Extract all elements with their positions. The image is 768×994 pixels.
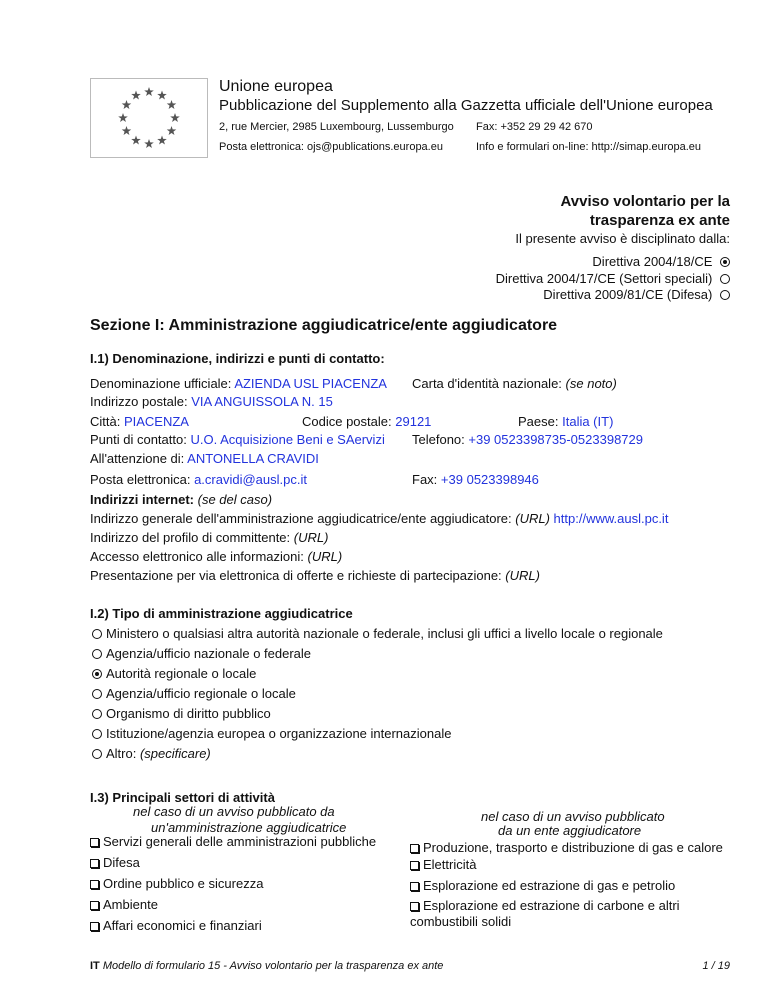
star-icon [131, 90, 141, 99]
attention-value: ANTONELLA CRAVIDI [187, 451, 319, 466]
i3-left-heading-1: nel caso di un avviso pubblicato da [133, 804, 335, 819]
radio-selected-icon[interactable] [720, 257, 730, 267]
notice-subtitle: Il presente avviso è disciplinato dalla: [515, 231, 730, 246]
authority-option-regional-agency[interactable]: Agenzia/ufficio regionale o locale [92, 686, 296, 701]
authority-option-eu-institution[interactable]: Istituzione/agenzia europea o organizzazione internazionale [92, 726, 451, 741]
authority-option-other[interactable]: Altro: (specificare) [92, 746, 211, 761]
i3-left-heading-2: un'amministrazione aggiudicatrice [151, 820, 347, 835]
denomination-row: Denominazione ufficiale: AZIENDA USL PIACENZA [90, 376, 387, 391]
denomination-value: AZIENDA USL PIACENZA [234, 376, 387, 391]
header-fax: Fax: +352 29 29 42 670 [476, 121, 593, 133]
i2-title: I.2) Tipo di amministrazione aggiudicatrice [90, 606, 353, 621]
i3-title: I.3) Principali settori di attività [90, 790, 275, 805]
sector-gas-heat[interactable]: Produzione, trasporto e distribuzione di gas e calore [410, 840, 723, 855]
radio-icon[interactable] [92, 649, 102, 659]
authority-option-national-agency[interactable]: Agenzia/ufficio nazionale o federale [92, 646, 311, 661]
authority-option-ministry[interactable]: Ministero o qualsiasi altra autorità nazionale o federale, inclusi gli uffici a livello locale o regionale [92, 626, 663, 641]
internet-row: Indirizzi internet: (se del caso) [90, 492, 273, 507]
authority-option-regional[interactable]: Autorità regionale o locale [92, 666, 256, 681]
url-general-row: Indirizzo generale dell'amministrazione aggiudicatrice/ente aggiudicatore: (URL) http://www.ausl.pc.it [90, 511, 669, 526]
fax-row: Fax: +39 0523398946 [412, 472, 539, 487]
address-value: VIA ANGUISSOLA N. 15 [191, 394, 333, 409]
header-email: Posta elettronica: ojs@publications.europa.eu [219, 141, 443, 153]
country-row: Paese: Italia (IT) [518, 414, 614, 429]
postal-code-value: 29121 [395, 414, 432, 429]
star-icon [122, 126, 132, 135]
url-access-row: Accesso elettronico alle informazioni: (URL) [90, 549, 343, 564]
contact-value: U.O. Acquisizione Beni e SAervizi [190, 432, 385, 447]
header-org: Unione europea [219, 78, 333, 95]
star-icon [167, 126, 177, 135]
authority-option-public-body[interactable]: Organismo di diritto pubblico [92, 706, 271, 721]
url-submit-row: Presentazione per via elettronica di offerte e richieste di partecipazione: (URL) [90, 568, 540, 583]
sector-electricity[interactable]: Elettricità [410, 857, 476, 872]
i3-right-heading-1: nel caso di un avviso pubblicato [481, 809, 665, 824]
star-icon [157, 136, 167, 145]
url-profile-row: Indirizzo del profilo di committente: (URL) [90, 530, 329, 545]
checkbox-icon[interactable] [410, 844, 419, 853]
radio-icon[interactable] [720, 290, 730, 300]
sector-coal-cont: combustibili solidi [410, 914, 512, 929]
directive-2004-18[interactable]: Direttiva 2004/18/CE [592, 254, 730, 269]
sector-general-services[interactable]: Servizi generali delle amministrazioni pubbliche [90, 834, 376, 849]
radio-icon[interactable] [720, 274, 730, 284]
fax-value: +39 0523398946 [440, 472, 539, 487]
address-row: Indirizzo postale: VIA ANGUISSOLA N. 15 [90, 394, 333, 409]
notice-title-line2: trasparenza ex ante [589, 212, 730, 229]
country-value: Italia (IT) [562, 414, 614, 429]
email-row: Posta elettronica: a.cravidi@ausl.pc.it [90, 472, 307, 487]
sector-environment[interactable]: Ambiente [90, 897, 158, 912]
checkbox-icon[interactable] [90, 880, 99, 889]
checkbox-icon[interactable] [90, 922, 99, 931]
email-value[interactable]: a.cravidi@ausl.pc.it [194, 472, 307, 487]
header-publication: Pubblicazione del Supplemento alla Gazzetta ufficiale dell'Unione europea [219, 97, 713, 114]
sector-coal[interactable]: Esplorazione ed estrazione di carbone e altri [410, 898, 680, 913]
star-icon [122, 100, 132, 109]
radio-icon[interactable] [92, 749, 102, 759]
sector-public-order[interactable]: Ordine pubblico e sicurezza [90, 876, 263, 891]
directive-2009-81[interactable]: Direttiva 2009/81/CE (Difesa) [543, 287, 730, 302]
checkbox-icon[interactable] [90, 859, 99, 868]
checkbox-icon[interactable] [410, 902, 419, 911]
postal-code-row: Codice postale: 29121 [302, 414, 432, 429]
eu-flag-logo [90, 78, 208, 158]
star-icon [144, 87, 154, 96]
carta-row: Carta d'identità nazionale: (se noto) [412, 376, 617, 391]
city-row: Città: PIACENZA [90, 414, 189, 429]
contact-row: Punti di contatto: U.O. Acquisizione Beni e SAervizi [90, 432, 385, 447]
url-general-link[interactable]: http://www.ausl.pc.it [553, 511, 669, 526]
header-address: 2, rue Mercier, 2985 Luxembourg, Lussemburgo [219, 121, 454, 133]
attention-row: All'attenzione di: ANTONELLA CRAVIDI [90, 451, 319, 466]
checkbox-icon[interactable] [410, 882, 419, 891]
footer-page: 1 / 19 [702, 960, 730, 972]
checkbox-icon[interactable] [90, 838, 99, 847]
star-icon [167, 100, 177, 109]
radio-icon[interactable] [92, 729, 102, 739]
checkbox-icon[interactable] [410, 861, 419, 870]
phone-row: Telefono: +39 0523398735-0523398729 [412, 432, 643, 447]
radio-icon[interactable] [92, 689, 102, 699]
radio-icon[interactable] [92, 629, 102, 639]
star-icon [157, 90, 167, 99]
city-value: PIACENZA [123, 414, 189, 429]
sector-defence[interactable]: Difesa [90, 855, 140, 870]
star-icon [131, 136, 141, 145]
notice-title-line1: Avviso volontario per la [560, 193, 730, 210]
radio-selected-icon[interactable] [92, 669, 102, 679]
sector-oil-gas[interactable]: Esplorazione ed estrazione di gas e petrolio [410, 878, 675, 893]
phone-value: +39 0523398735-0523398729 [468, 432, 643, 447]
header-info: Info e formulari on-line: http://simap.europa.eu [476, 141, 702, 153]
sector-economic-affairs[interactable]: Affari economici e finanziari [90, 918, 262, 933]
section-title: Sezione I: Amministrazione aggiudicatrice/ente aggiudicatore [90, 317, 558, 334]
directive-2004-17[interactable]: Direttiva 2004/17/CE (Settori speciali) [496, 271, 730, 286]
star-icon [144, 139, 154, 148]
footer-form: IT Modello di formulario 15 - Avviso volontario per la trasparenza ex ante [90, 960, 444, 972]
radio-icon[interactable] [92, 709, 102, 719]
star-icon [170, 113, 180, 122]
checkbox-icon[interactable] [90, 901, 99, 910]
i3-right-heading-2: da un ente aggiudicatore [498, 823, 642, 838]
star-icon [118, 113, 128, 122]
i1-title: I.1) Denominazione, indirizzi e punti di contatto: [90, 351, 385, 366]
